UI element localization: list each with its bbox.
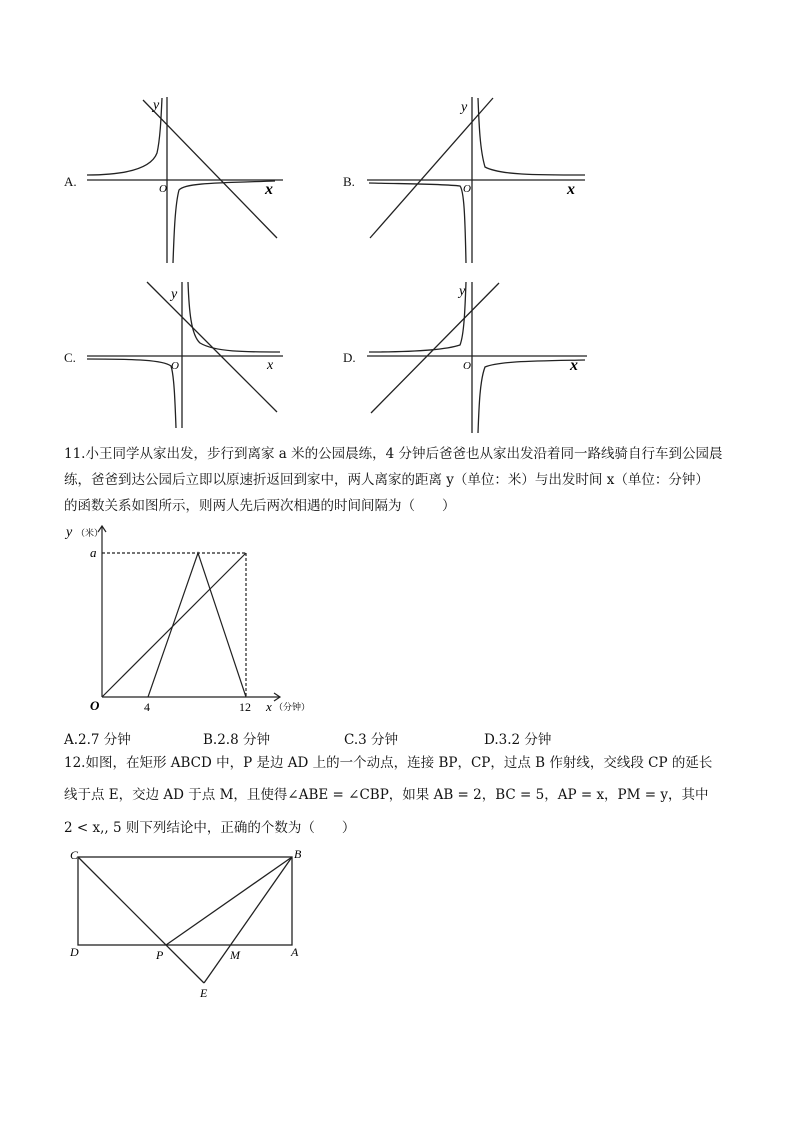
q12-point-c: C (70, 848, 79, 862)
q11-tick-4: 4 (144, 700, 150, 714)
q12-point-b: B (294, 847, 302, 861)
option-b-y-label: y (461, 100, 468, 115)
q11-origin: O (90, 698, 100, 713)
q11-distance-time-graph (60, 520, 320, 720)
q11-line-2: 练，爸爸到达公园后立即以原速折返回到家中，两人离家的距离 y（单位：米）与出发时间 x（单位：分钟） (64, 472, 709, 488)
option-a-x-label: x (265, 181, 273, 198)
option-d-graph (365, 280, 590, 435)
option-c-y-label: y (171, 287, 178, 302)
option-a-origin: O (159, 183, 167, 195)
option-b-label: B. (343, 174, 355, 189)
q11-walk-line (102, 553, 246, 697)
q12-point-p: P (156, 948, 164, 962)
option-d-label: D. (343, 350, 356, 365)
option-a-graph (85, 95, 285, 265)
q11-choice-c[interactable]: C.3 分钟 (344, 732, 399, 748)
q11-y-unit: （米） (76, 528, 104, 538)
q12-point-e: E (200, 986, 208, 1000)
q11-x-unit: （分钟） (274, 702, 311, 712)
q12-point-m: M (230, 948, 240, 962)
q12-segment-ce (78, 857, 204, 983)
option-a-y-label: y (153, 98, 160, 113)
q12-point-a: A (291, 945, 299, 959)
q12-rectangle-figure (64, 845, 314, 1005)
q11-tick-12: 12 (239, 700, 251, 714)
q12-ray-be (204, 857, 292, 983)
option-a-label: A. (64, 174, 77, 189)
option-c-graph (85, 280, 285, 430)
q12-point-d: D (70, 945, 79, 959)
option-d-x-label: x (570, 357, 578, 374)
option-b-graph (365, 95, 590, 265)
q11-x-label: x (266, 699, 272, 714)
q11-choice-d[interactable]: D.3.2 分钟 (484, 732, 552, 748)
option-b-x-label: x (567, 181, 575, 198)
q11-bike-line (148, 553, 246, 697)
option-b-origin: O (463, 183, 471, 195)
q11-choice-b[interactable]: B.2.8 分钟 (203, 732, 270, 748)
option-c-origin: O (171, 360, 179, 372)
q11-line-1: 11.小王同学从家出发，步行到离家 a 米的公园晨练，4 分钟后爸爸也从家出发沿着同一路线骑自行车到公园晨 (64, 446, 723, 462)
q11-line-3: 的函数关系如图所示，则两人先后两次相遇的时间间隔为（ ） (64, 498, 456, 514)
q12-segment-bp (166, 857, 292, 945)
q12-line-3: 2 < x,, 5 则下列结论中，正确的个数为（ ） (64, 820, 356, 836)
q11-y-label: y (66, 525, 73, 540)
option-c-x-label: x (267, 358, 274, 373)
q11-a-label: a (90, 545, 97, 560)
option-d-y-label: y (459, 284, 466, 299)
option-c-label: C. (64, 350, 76, 365)
q12-line-1: 12.如图，在矩形 ABCD 中，P 是边 AD 上的一个动点，连接 BP，CP，过点 B 作射线，交线段 CP 的延长 (64, 755, 713, 771)
q12-line-2: 线于点 E，交边 AD 于点 M，且使得∠ABE = ∠CBP，如果 AB = 2，BC = 5，AP = x，PM = y，其中 (64, 787, 709, 803)
option-d-origin: O (463, 360, 471, 372)
q11-choice-a[interactable]: A.2.7 分钟 (64, 732, 131, 748)
